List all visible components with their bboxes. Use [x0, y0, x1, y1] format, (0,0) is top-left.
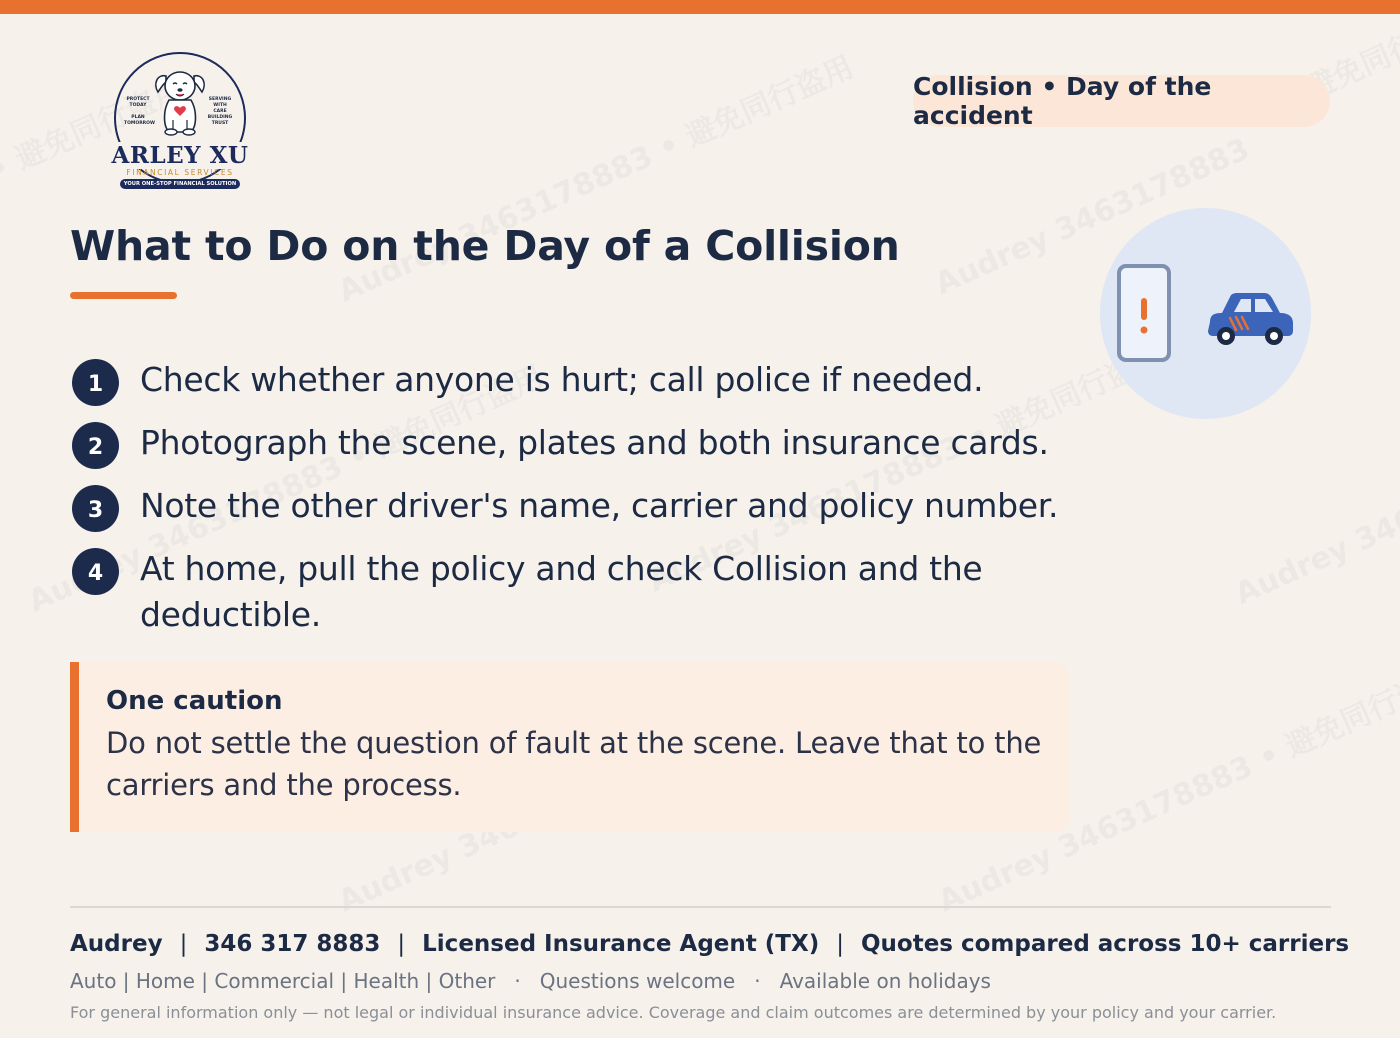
step-text: Check whether anyone is hurt; call police if needed.: [140, 360, 984, 399]
step-item: [70, 357, 1060, 405]
logo-side-text: SERVING WITH CARE: [208, 97, 232, 115]
caution-title: One caution: [106, 686, 283, 716]
dot-separator: ·: [514, 969, 521, 993]
collision-illustration: [1100, 208, 1311, 419]
page-title: What to Do on the Day of a Collision: [70, 222, 900, 270]
watermark: [1230, 442, 1400, 612]
top-accent-bar: [0, 0, 1400, 14]
disclaimer: For general information only — not legal or individual insurance advice. Coverage and claim outcomes are determined by your policy and your carrier.: [70, 1003, 1277, 1022]
logo-side-text: BUILDING TRUST: [207, 115, 233, 127]
logo-side-text: PROTECT TODAY: [126, 97, 150, 109]
footer-divider: [70, 906, 1331, 908]
logo-name: ARLEY XU: [104, 142, 256, 169]
step-number-badge: 4: [72, 548, 119, 595]
step-item: [70, 483, 1060, 531]
title-underline: [70, 292, 177, 299]
step-text: Photograph the scene, plates and both insurance cards.: [140, 423, 1049, 462]
step-text: At home, pull the policy and check Collision and the deductible.: [140, 549, 983, 634]
step-item: [70, 420, 1060, 468]
service-lines: Auto | Home | Commercial | Health | Other: [70, 969, 496, 993]
step-text: Note the other driver's name, carrier and policy number.: [140, 486, 1059, 525]
license-text: Licensed Insurance Agent (TX): [422, 931, 820, 957]
separator: |: [179, 931, 188, 957]
separator: |: [397, 931, 406, 957]
logo-subtitle: FINANCIAL SERVICES: [126, 168, 234, 177]
phone-alert-icon: [1117, 264, 1171, 362]
holidays-text: Available on holidays: [779, 969, 991, 993]
agent-name: Audrey: [70, 931, 163, 957]
phone-number: 346 317 8883: [204, 931, 381, 957]
footer-services-line: [70, 969, 991, 993]
dog-mascot-icon: [149, 58, 211, 138]
step-number-badge: 3: [72, 485, 119, 532]
footer-contact-line: [70, 931, 1349, 957]
separator: |: [836, 931, 844, 957]
step-number-badge: 2: [72, 422, 119, 469]
steps-list: [70, 357, 1060, 653]
car-icon: [1204, 288, 1296, 348]
step-number-badge: 1: [72, 359, 119, 406]
logo-side-text: PLAN TOMORROW: [124, 115, 155, 127]
caution-callout: [70, 662, 1070, 832]
questions-text: Questions welcome: [539, 969, 736, 993]
company-logo: [104, 50, 256, 194]
dot-separator: ·: [754, 969, 761, 993]
caution-body: Do not settle the question of fault at the scene. Leave that to the carriers and the process.: [106, 726, 1042, 802]
step-item: [70, 546, 1040, 638]
quotes-text: Quotes compared across 10+ carriers: [860, 931, 1350, 957]
topic-badge: Collision • Day of the accident: [913, 75, 1330, 127]
logo-tagline: YOUR ONE-STOP FINANCIAL SOLUTION: [120, 179, 240, 189]
